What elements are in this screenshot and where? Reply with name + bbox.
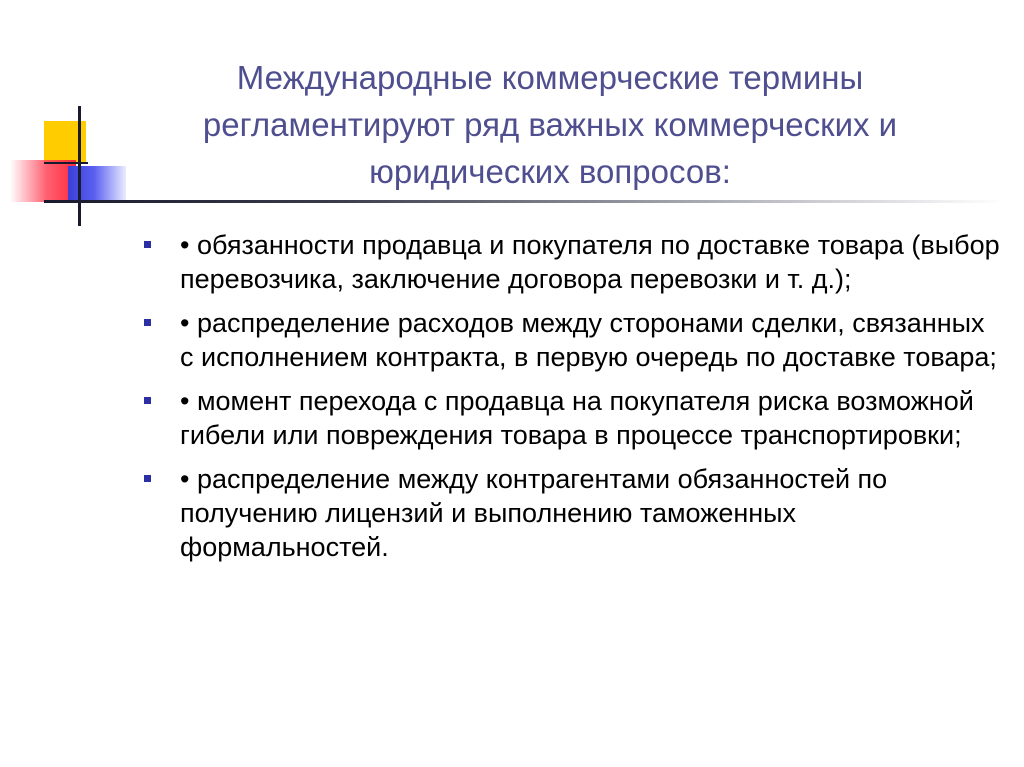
decorative-blue-gradient-block (68, 166, 126, 202)
square-bullet-icon (144, 241, 151, 248)
bullet-item (140, 462, 1000, 564)
bullet-text: • момент перехода с продавца на покупателя риска возможной гибели или повреждения товара в процессе транспортировки; (180, 386, 974, 450)
decorative-red-gradient-block (10, 160, 76, 202)
square-bullet-icon (144, 319, 151, 326)
square-bullet-icon (144, 475, 151, 482)
bullet-list (140, 228, 1000, 574)
square-bullet-icon (144, 397, 151, 404)
bullet-text: • обязанности продавца и покупателя по доставке товара (выбор перевозчика, заключение договора перевозки и т. д.); (180, 230, 1000, 294)
decorative-short-line (44, 162, 88, 164)
decorative-vertical-line (78, 106, 81, 226)
bullet-item (140, 384, 1000, 452)
bullet-item (140, 306, 1000, 374)
bullet-text: • распределение расходов между сторонами сделки, связанных с исполнением контракта, в первую очередь по доставке товара; (180, 308, 997, 372)
bullet-text: • распределение между контрагентами обязанностей по получению лицензий и выполнению таможенных формальностей. (180, 464, 888, 562)
title-underline (44, 200, 1004, 203)
bullet-item (140, 228, 1000, 296)
slide-title: Международные коммерческие термины регламентируют ряд важных коммерческих и юридических вопросов: (202, 59, 898, 190)
